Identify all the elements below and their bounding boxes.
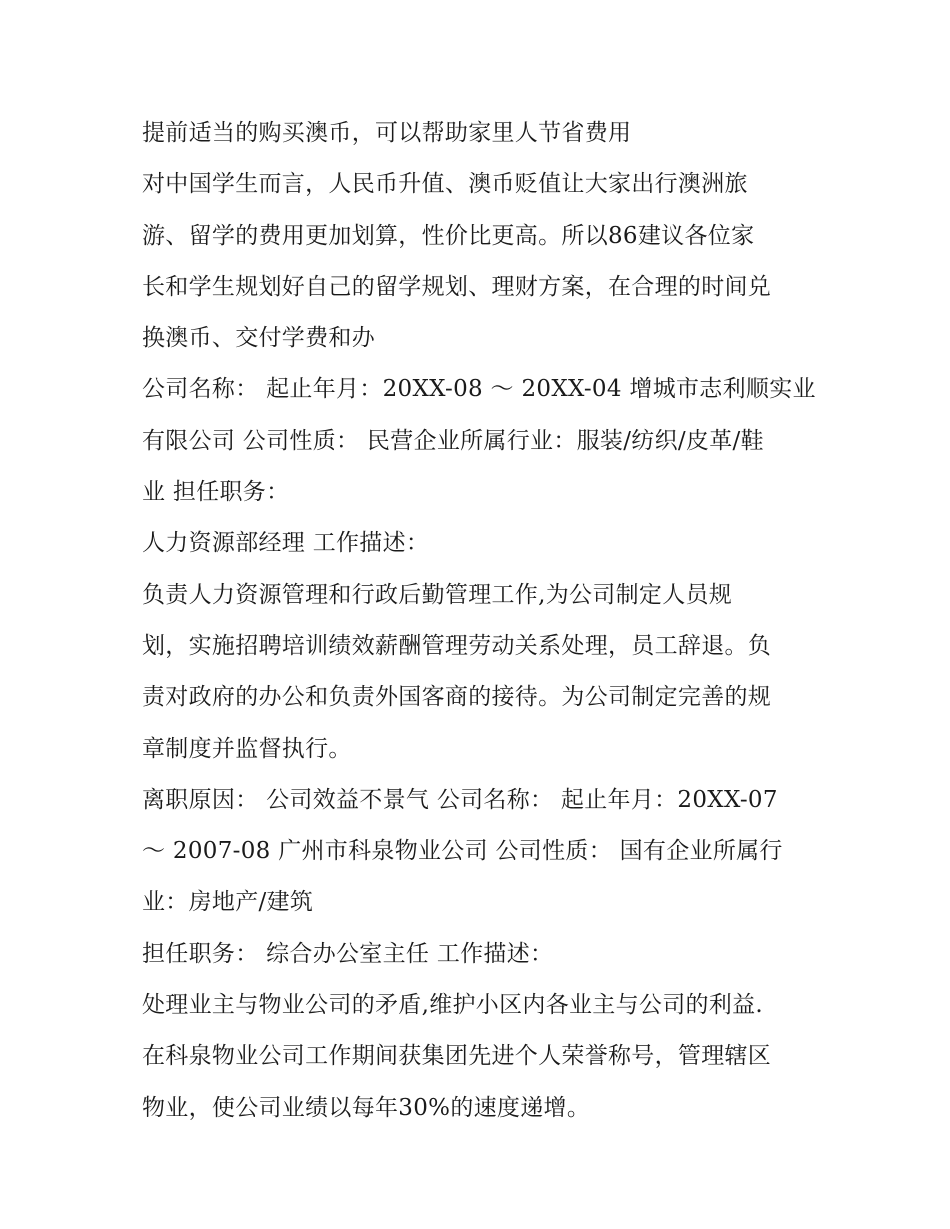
text-line: 划，实施招聘培训绩效薪酬管理劳动关系处理，员工辞退。负 (142, 632, 772, 659)
text-line: 换澳币、交付学费和办 (142, 325, 375, 352)
text-line: 业：房地产/建筑 (142, 889, 314, 916)
text-line: 负责人力资源管理和行政后勤管理工作,为公司制定人员规 (142, 581, 733, 608)
text-line: 责对政府的办公和负责外国客商的接待。为公司制定完善的规 (142, 684, 772, 711)
text-line: 人力资源部经理 工作描述： (142, 530, 430, 557)
text-line: 离职原因： 公司效益不景气 公司名称： 起止年月：20XX-07 (142, 786, 778, 813)
text-line: 物业，使公司业绩以每年30%的速度递增。 (142, 1094, 591, 1121)
body-text (142, 108, 822, 1134)
text-line: 业 担任职务： (142, 479, 290, 506)
text-line: ～ 2007-08 广州市科泉物业公司 公司性质： 国有企业所属行 (142, 838, 783, 865)
text-line: 游、留学的费用更加划算，性价比更高。所以86建议各位家 (142, 222, 755, 249)
text-line: 担任职务： 综合办公室主任 工作描述： (142, 940, 554, 967)
text-line: 处理业主与物业公司的矛盾,维护小区内各业主与公司的利益. (142, 992, 764, 1019)
text-line: 长和学生规划好自己的留学规划、理财方案，在合理的时间兑 (142, 273, 772, 300)
text-line: 有限公司 公司性质： 民营企业所属行业：服装/纺织/皮革/鞋 (142, 427, 764, 454)
text-line: 在科泉物业公司工作期间获集团先进个人荣誉称号，管理辖区 (142, 1043, 772, 1070)
text-line: 对中国学生而言，人民币升值、澳币贬值让大家出行澳洲旅 (142, 171, 748, 198)
text-line: 章制度并监督执行。 (142, 735, 352, 762)
text-line: 提前适当的购买澳币，可以帮助家里人节省费用 (142, 120, 632, 146)
text-line: 公司名称： 起止年月：20XX-08 ～ 20XX-04 增城市志利顺实业 (142, 376, 816, 403)
